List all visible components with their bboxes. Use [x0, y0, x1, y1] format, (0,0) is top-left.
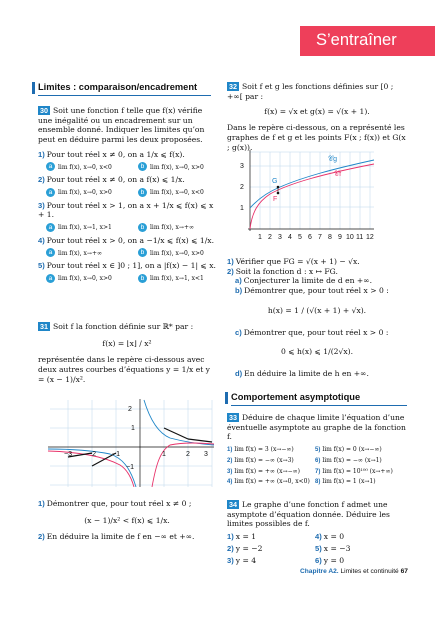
label-cg: 𝒞g — [328, 156, 337, 163]
limits-list: 1) lim f(x) = 3 (x→−∞) 5) lim f(x) = 0 (x→−∞) 2) lim f(x) = −∞ (x→3) 6) lim f(x) = −∞ (x→1) 3) lim f(x) = +∞ (x→−∞) 7) lim f(x) = 10¹⁰⁰ (x→+∞) 4) lim f(x) = +∞ (x→0, x<0) 8) lim f(x) = 1 (x→1) — [227, 446, 393, 486]
list-item: lim f(x) = 10¹⁰⁰ (x→+∞) — [322, 467, 393, 475]
label-f: F — [273, 196, 278, 203]
question-5: 5) Pour tout réel x ∈ ]0 ; 1], on a |f(x) − 1| ⩽ x. — [38, 261, 216, 271]
option-b[interactable]: lim f(x), x→0, x<0 — [150, 189, 204, 197]
intro-text: Soit f et g les fonctions définies sur [0 ; +∞[ par : — [227, 82, 394, 101]
formula: f(x) = √x et g(x) = √(x + 1). — [264, 107, 370, 117]
option-b-icon: b — [138, 248, 147, 257]
y-tick: 3 — [240, 163, 244, 170]
x-tick: 8 — [328, 234, 332, 241]
option-a-icon: a — [46, 162, 55, 171]
exercise-number: 33 — [229, 413, 237, 422]
option-b[interactable]: lim f(x), x→1, x<1 — [150, 275, 204, 283]
intro-text: Soit une fonction f telle que f(x) vérifie une inégalité ou un encadrement sur un ensemble donné. Indiquer les limites qu’on peut en déduire parmi les deux proposées. — [38, 106, 205, 145]
question-text: Pour tout réel x > 0, on a −1/x ⩽ f(x) ⩽ 1/x. — [46, 235, 214, 245]
exercise-32-questions: 1) Vérifier que FG = √(x + 1) − √x. 2) Soit la fonction d : x ↦ FG. a) Conjecturer la limite de d en +∞. b) Démontrer que, pour tout réel x > 0 : h(x) = 1 / (√(x + 1) + √x). c) Démontrer que, pour tout réel x > 0 : 0 ⩽ h(x) ⩽ 1/(2√x). d) En déduire la limite de h en +∞. — [227, 257, 407, 379]
option-b[interactable]: lim f(x), x→0, x>0 — [150, 249, 204, 257]
question-text: Démontrer que, pour tout réel x ≠ 0 ; — [46, 499, 192, 508]
options-1 — [46, 162, 216, 172]
options-2 — [46, 187, 216, 197]
exercise-number: 30 — [40, 106, 48, 115]
page-number: 67 — [400, 568, 408, 575]
x-tick: 5 — [298, 234, 302, 241]
grid — [250, 152, 374, 229]
x-tick: 3 — [278, 234, 282, 241]
intro-text: Déduire de chaque limite l’équation d’une éventuelle asymptote au graphe de la fonction f. — [227, 413, 406, 442]
options-3 — [46, 222, 216, 232]
list-item: lim f(x) = 1 (x→1) — [322, 478, 376, 486]
question-text: Démontrer que, pour tout réel x > 0 : — [244, 286, 389, 296]
x-tick: −1 — [112, 451, 120, 458]
question-text: Vérifier que FG = √(x + 1) − √x. — [235, 257, 360, 266]
list-item: lim f(x) = −∞ (x→3) — [234, 456, 294, 464]
question-text: Pour tout réel x > 1, on a x + 1/x ⩽ f(x) ⩽ x + 1. — [38, 200, 214, 220]
x-tick: −3 — [64, 451, 72, 458]
x-tick: 2 — [268, 234, 272, 241]
x-tick: 11 — [356, 234, 364, 241]
exercise-30-intro — [38, 106, 216, 145]
option-a-icon: a — [46, 188, 55, 197]
list-item: x = 1 — [235, 532, 257, 542]
question-text: En déduire la limite de h en +∞. — [244, 369, 369, 379]
option-a[interactable]: lim f(x), x→+∞ — [58, 249, 102, 257]
exercise-33 — [227, 413, 407, 487]
x-tick: −2 — [88, 451, 96, 458]
x-tick: 1 — [162, 451, 166, 458]
option-b[interactable]: lim f(x), x→+∞ — [150, 224, 194, 232]
list-item: y = 4 — [235, 555, 257, 565]
exercise-34 — [227, 500, 407, 565]
formula: h(x) = 1 / (√(x + 1) + √x). — [267, 305, 367, 315]
question-1: 1) Pour tout réel x ≠ 0, on a 1/x ⩽ f(x). — [38, 149, 185, 159]
y-tick: −1 — [126, 464, 134, 471]
exercise-31 — [38, 322, 216, 385]
curve-one-over-x-right — [144, 400, 214, 445]
exercise-number: 32 — [229, 82, 237, 91]
x-tick: 1 — [258, 234, 262, 241]
section-title-asymptotic: Comportement asymptotique — [231, 392, 407, 406]
curve-g — [250, 160, 374, 208]
list-item: y = 0 — [323, 555, 345, 565]
x-tick: 12 — [366, 234, 374, 241]
page-footer — [300, 568, 408, 576]
question-text: Pour tout réel x ∈ ]0 ; 1], on a |f(x) − 1| ⩽ x. — [46, 261, 216, 271]
question-text: Pour tout réel x ≠ 0, on a 1/x ⩽ f(x). — [46, 149, 185, 159]
curve-x-minus-one-over-x-squared — [152, 443, 214, 487]
intro-text: Soit f la fonction définie sur ℝ* par : — [53, 322, 194, 331]
option-b-icon: b — [138, 223, 147, 232]
banner-title: S’entraîner — [316, 31, 397, 49]
list-item: lim f(x) = +∞ (x→−∞) — [234, 467, 300, 475]
question-4: 4) Pour tout réel x > 0, on a −1/x ⩽ f(x) ⩽ 1/x. — [38, 235, 214, 245]
section-title-limits: Limites : comparaison/encadrement — [38, 82, 211, 96]
graph-sqrt-functions — [228, 147, 376, 245]
question-text: Conjecturer la limite de d en +∞. — [243, 276, 373, 286]
question-text: Soit la fonction d : x ↦ FG. — [235, 266, 338, 276]
y-tick: 2 — [240, 184, 244, 191]
formula: f(x) = ⌊x⌋ / x² — [102, 338, 152, 348]
formula: 0 ⩽ h(x) ⩽ 1/(2√x). — [281, 347, 353, 357]
list-item: x = −3 — [323, 543, 351, 553]
option-a[interactable]: lim f(x), x→0, x<0 — [58, 163, 112, 171]
x-tick: 9 — [338, 234, 342, 241]
question-text: Pour tout réel x ≠ 0, on a f(x) ⩽ 1/x. — [46, 175, 185, 185]
x-tick: 3 — [204, 451, 208, 458]
option-a[interactable]: lim f(x), x→1, x>1 — [58, 224, 112, 232]
exercise-30 — [38, 106, 216, 283]
x-tick: 4 — [288, 234, 292, 241]
list-item: lim f(x) = 0 (x→−∞) — [322, 446, 382, 454]
x-tick: 10 — [346, 234, 354, 241]
option-a[interactable]: lim f(x), x→0, x>0 — [58, 275, 112, 283]
curve-f — [250, 164, 374, 229]
option-a-icon: a — [46, 248, 55, 257]
list-item: lim f(x) = −∞ (x→1) — [322, 456, 382, 464]
x-tick: 6 — [308, 234, 312, 241]
option-a-icon: a — [46, 223, 55, 232]
point-f — [277, 192, 280, 195]
footer-chapter: Chapitre A2. — [300, 568, 339, 575]
option-a-icon: a — [46, 274, 55, 283]
question-3: 3) Pour tout réel x > 1, on a x + 1/x ⩽ f(x) ⩽ x + 1. — [38, 200, 214, 220]
exercise-number: 31 — [40, 322, 48, 331]
graph-floor-over-x-squared — [40, 395, 216, 487]
inequality: (x − 1)/x² < f(x) ⩽ 1/x. — [84, 515, 170, 525]
label-g: G — [272, 178, 278, 185]
exercise-31-questions: 1) Démontrer que, pour tout réel x ≠ 0 ; (x − 1)/x² < f(x) ⩽ 1/x. 2) En déduire la limite de f en −∞ et +∞. — [38, 499, 216, 542]
label-cf: 𝒞f — [334, 171, 342, 178]
y-tick: 1 — [240, 205, 244, 212]
question-text: En déduire la limite de f en −∞ et +∞. — [46, 532, 195, 542]
list-item: y = −2 — [235, 543, 263, 553]
x-tick: 2 — [186, 451, 190, 458]
list-item: lim f(x) = +∞ (x→0, x<0) — [234, 478, 310, 486]
asymptote-list: 1) x = 1 4) x = 0 2) y = −2 5) x = −3 3) y = 4 6) y = 0 — [227, 532, 351, 565]
options-5 — [46, 273, 216, 283]
list-item: lim f(x) = 3 (x→−∞) — [234, 446, 294, 454]
exercise-32 — [227, 82, 407, 152]
intro-text: Le graphe d’une fonction f admet une asymptote d’équation donnée. Déduire les limites possibles de f. — [227, 500, 390, 529]
question-2: 2) Pour tout réel x ≠ 0, on a f(x) ⩽ 1/x. — [38, 175, 185, 185]
option-a[interactable]: lim f(x), x→0, x>0 — [58, 189, 112, 197]
option-b-icon: b — [138, 188, 147, 197]
options-4 — [46, 248, 216, 258]
option-b-icon: b — [138, 162, 147, 171]
question-text: Démontrer que, pour tout réel x > 0 : — [243, 327, 389, 337]
option-b-icon: b — [138, 274, 147, 283]
y-tick: 2 — [128, 406, 132, 413]
point-g — [277, 186, 280, 189]
description-text: Dans le repère ci-dessous, on a représenté les graphes de f et g et les points F(x ; f(x)) et G(x ; g(x)). — [227, 123, 406, 152]
list-item: x = 0 — [323, 532, 345, 542]
footer-title: Limites et continuité — [340, 568, 399, 575]
option-b[interactable]: lim f(x), x→0, x>0 — [150, 163, 204, 171]
y-tick: 1 — [131, 425, 135, 432]
section-banner — [300, 26, 435, 56]
exercise-number: 34 — [229, 500, 237, 509]
x-tick: 7 — [318, 234, 322, 241]
description-text: représentée dans le repère ci-dessous avec deux autres courbes d’équations y = 1/x et y = (x − 1)/x². — [38, 355, 210, 384]
